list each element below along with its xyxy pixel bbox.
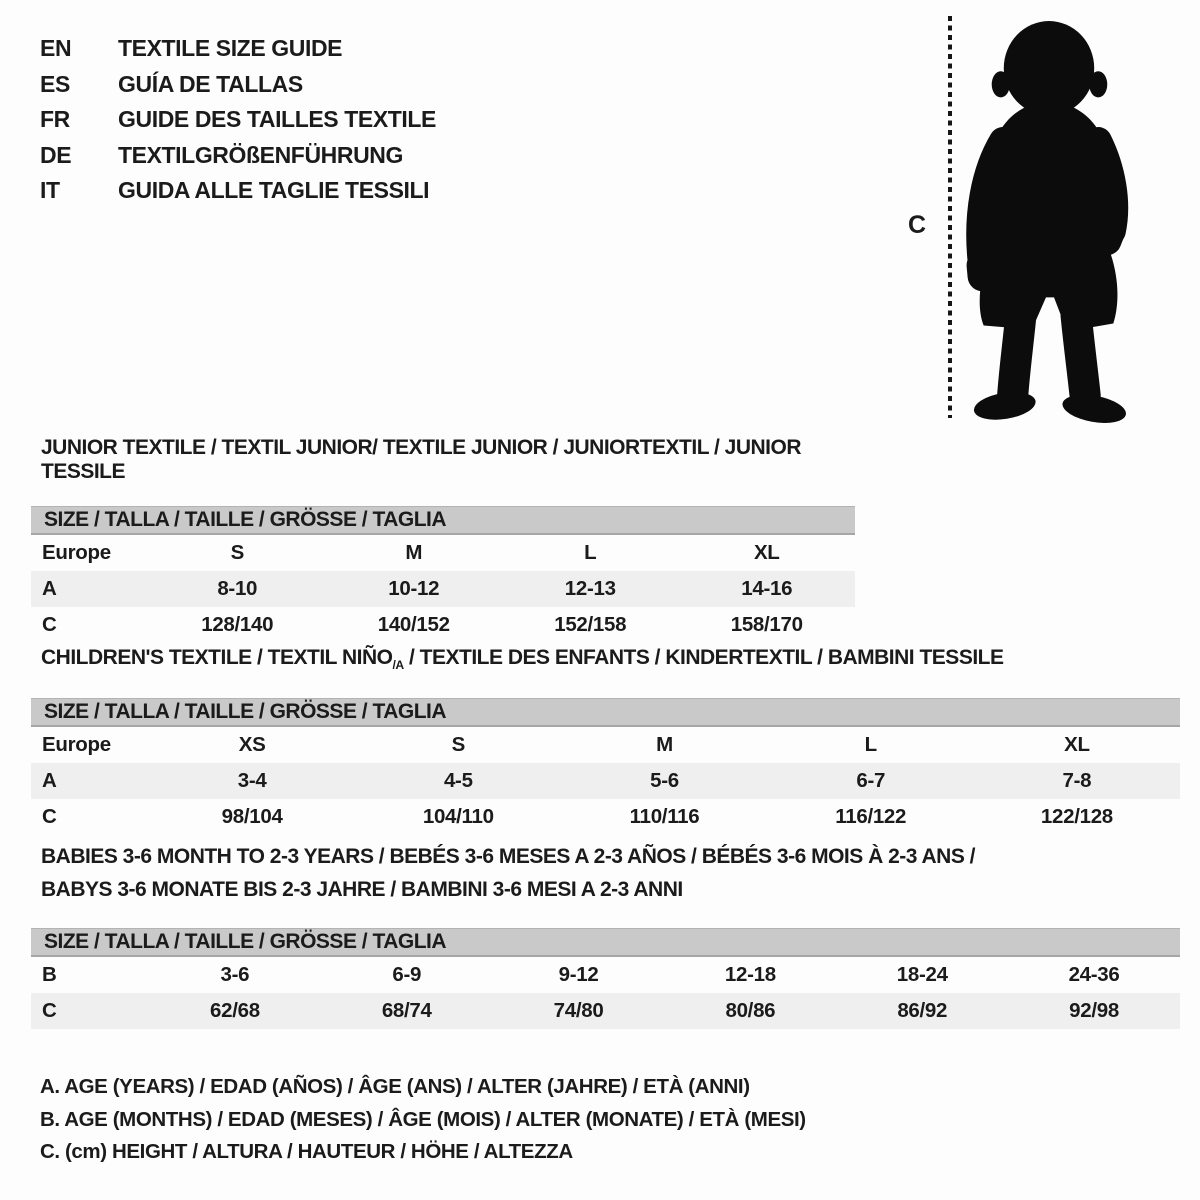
language-title: TEXTILE SIZE GUIDE [118,35,343,61]
table-row-europe [31,727,1180,763]
junior-size-table [31,506,855,643]
row-cell: 86/92 [897,999,948,1022]
language-title: GUIDE DES TAILLES TEXTILE [118,106,436,132]
language-title: GUÍA DE TALLAS [118,70,303,97]
size-header-label: SIZE / TALLA / TAILLE / GRÖSSE / TAGLIA [44,700,447,724]
language-code: ES [40,70,70,97]
section-children-heading [31,646,1180,677]
language-row [40,138,436,174]
row-cell: 158/170 [730,613,803,636]
row-label: Europe [42,733,111,757]
language-code: EN [40,35,72,61]
language-code: IT [40,177,60,203]
language-row [40,31,436,67]
language-code: DE [40,141,72,168]
row-cell: 12-13 [564,577,616,600]
row-cell: L [864,733,877,757]
language-title: GUIDA ALLE TAGLIE TESSILI [118,177,430,203]
row-cell: 4-5 [443,769,473,793]
toddler-silhouette-icon [960,14,1142,426]
legend-line-a: A. AGE (YEARS) / EDAD (AÑOS) / ÂGE (ANS) / ALTER (JAHRE) / ETÀ (ANNI) [40,1075,750,1098]
language-row [40,173,436,209]
row-cell: 128/140 [201,613,274,636]
row-cell: M [405,541,423,564]
row-cell: 116/122 [835,805,907,829]
legend-line-c: C. (cm) HEIGHT / ALTURA / HAUTEUR / HÖHE / ALTEZZA [40,1140,573,1163]
legend [40,1071,806,1169]
table-row-b [31,957,1180,993]
legend-line-b: B. AGE (MONTHS) / EDAD (MESES) / ÂGE (MOIS) / ALTER (MONATE) / ETÀ (MESI) [40,1107,806,1131]
row-cell: 98/104 [221,805,283,829]
row-label: C [42,999,57,1022]
row-cell: 10-12 [388,577,440,600]
row-label: B [42,963,57,986]
row-cell: 110/116 [629,805,700,829]
row-cell: 5-6 [650,769,679,793]
size-header-bar [31,928,1180,957]
language-title: TEXTILGRÖßENFÜHRUNG [118,141,403,168]
section-junior [31,436,855,643]
row-cell: 122/128 [1040,805,1113,829]
row-cell: 68/74 [381,999,432,1022]
row-cell: 62/68 [210,999,260,1022]
row-cell: 152/158 [554,613,627,636]
size-header-bar [31,698,1180,727]
row-cell: 24-36 [1068,963,1120,986]
row-cell: 80/86 [725,999,776,1022]
table-row-a [31,763,1180,799]
heading-line: CHILDREN'S TEXTILE / TEXTIL $NIÑO_{/A}$ / TEXTILE DES ENFANTS / KINDERTEXTIL / BAMBINI TESSILE [41,646,1004,673]
row-label: A [42,769,57,793]
section-children [31,646,1180,835]
row-cell: L [584,541,597,564]
row-cell: S [230,541,244,564]
row-cell: 3-4 [237,769,267,793]
row-cell: 18-24 [896,963,948,986]
language-row [40,102,436,138]
row-cell: 9-12 [558,963,599,986]
table-row-c [31,607,855,643]
table-row-c [31,993,1180,1029]
section-junior-heading [31,436,855,484]
size-header-label: SIZE / TALLA / TAILLE / GRÖSSE / TAGLIA [44,930,447,953]
row-cell: S [451,733,465,757]
row-cell: XS [238,733,266,757]
row-cell: 12-18 [724,963,776,986]
row-cell: 6-7 [856,769,886,793]
heading-line: JUNIOR TEXTILE / TEXTIL JUNIOR/ TEXTILE JUNIOR / JUNIORTEXTIL / JUNIOR TESSILE [41,436,801,483]
row-label: C [42,805,57,829]
height-dimension-label: C [908,211,927,239]
row-label: A [42,577,57,600]
row-cell: 6-9 [392,963,422,986]
row-label: Europe [42,541,111,564]
language-header [40,31,436,209]
language-code: FR [40,106,70,132]
row-label: C [42,613,57,636]
row-cell: 7-8 [1062,769,1092,793]
babies-size-table [31,928,1180,1029]
heading-line: BABIES 3-6 MONTH TO 2-3 YEARS / BEBÉS 3-6 MESES A 2-3 AÑOS / BÉBÉS 3-6 MOIS À 2-3 ANS / [41,845,976,868]
row-cell: 8-10 [217,577,258,600]
table-row-europe [31,535,855,571]
table-row-a [31,571,855,607]
row-cell: 14-16 [741,577,793,600]
row-cell: 92/98 [1069,999,1119,1022]
row-cell: XL [1064,733,1090,757]
language-row [40,67,436,103]
row-cell: M [656,733,673,757]
section-babies-heading [31,840,1180,906]
row-cell: 3-6 [220,963,250,986]
heading-line: BABYS 3-6 MONATE BIS 2-3 JAHRE / BAMBINI 3-6 MESI A 2-3 ANNI [41,878,683,901]
size-header-label: SIZE / TALLA / TAILLE / GRÖSSE / TAGLIA [44,508,447,531]
row-cell: 140/152 [377,613,450,636]
section-babies [31,840,1180,1029]
table-row-c [31,799,1180,835]
size-header-bar [31,506,855,535]
dashed-height-line [948,16,952,418]
children-size-table [31,698,1180,835]
row-cell: XL [753,541,780,564]
row-cell: 104/110 [422,805,494,829]
row-cell: 74/80 [553,999,604,1022]
